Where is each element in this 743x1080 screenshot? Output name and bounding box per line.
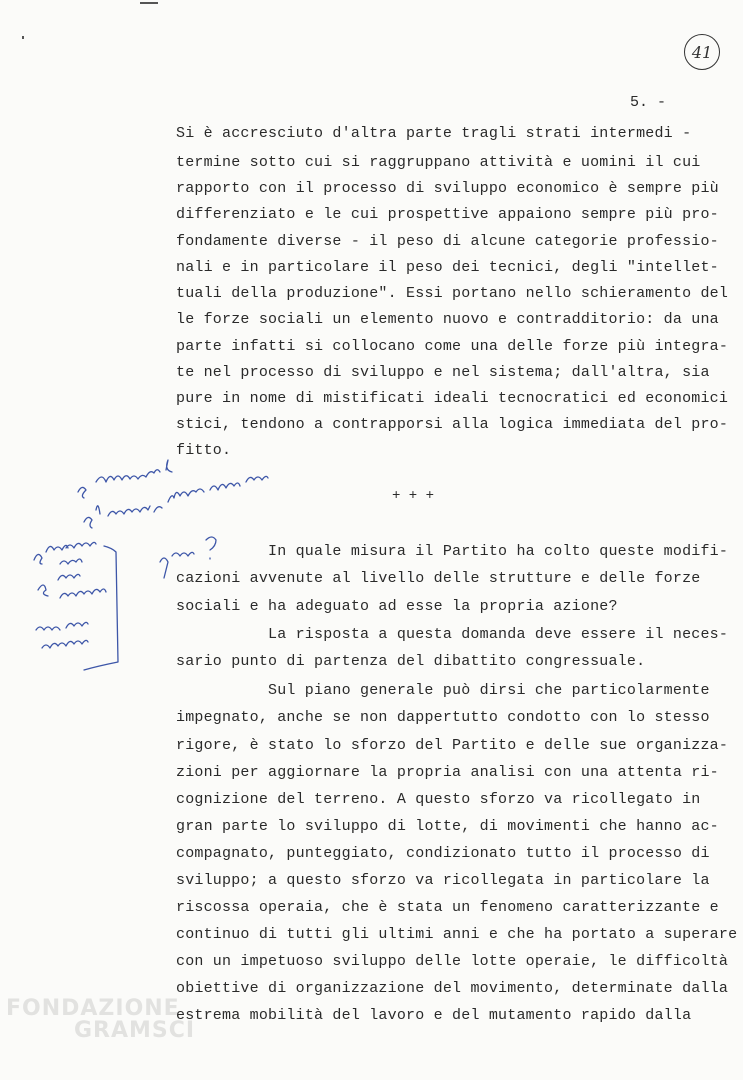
handwriting-stroke	[96, 470, 160, 482]
text-line: differenziato e le cui prospettive appaiono sempre più pro-	[176, 206, 719, 223]
handwriting-stroke	[108, 506, 162, 516]
text-line: In quale misura il Partito ha colto queste modifi-	[268, 543, 729, 560]
handwriting-stroke	[38, 585, 48, 596]
watermark-line: GRAMSCI	[74, 1018, 196, 1043]
text-line: termine sotto cui si raggruppano attività e uomini il cui	[176, 154, 701, 171]
text-line: riscossa operaia, che è stata un fenomeno caratterizzante e	[176, 899, 719, 916]
watermark	[6, 998, 195, 1042]
text-line: continuo di tutti gli ultimi anni e che ha portato a superare	[176, 926, 738, 943]
text-line: le forze sociali un elemento nuovo e contradditorio: da una	[176, 311, 719, 328]
text-line: te nel processo di sviluppo e nel sistema; dall'altra, sia	[176, 364, 710, 381]
text-line: cazioni avvenute al livello delle strutture e delle forze	[176, 570, 701, 587]
text-line: sario punto di partenza del dibattito congressuale.	[176, 653, 646, 670]
text-line: stici, tendono a contrapporsi alla logica immediata del pro-	[176, 416, 729, 433]
handwriting-stroke	[168, 476, 268, 502]
handwriting-stroke	[84, 506, 100, 528]
handwriting-stroke	[206, 537, 216, 559]
page-number: 5. -	[630, 94, 667, 111]
handwriting-stroke	[66, 542, 96, 548]
text-line: fitto.	[176, 442, 232, 459]
text-line: cognizione del terreno. A questo sforzo va ricollegato in	[176, 791, 701, 808]
watermark-line: FONDAZIONE	[6, 996, 180, 1021]
text-line: impegnato, anche se non dappertutto condotto con lo stesso	[176, 709, 710, 726]
handwriting-stroke	[78, 487, 86, 498]
text-line: obiettive di organizzazione del movimento, determinate dalla	[176, 980, 729, 997]
text-line: compagnato, punteggiato, condizionato tutto il processo di	[176, 845, 710, 862]
text-line: sviluppo; a questo sforzo va ricollegata in particolare la	[176, 872, 710, 889]
handwriting-stroke	[160, 552, 194, 578]
handwriting-stroke	[60, 589, 106, 598]
handwriting-bracket	[84, 546, 118, 670]
text-line: Sul piano generale può dirsi che particolarmente	[268, 682, 710, 699]
text-line: rigore, è stato lo sforzo del Partito e delle sue organizza-	[176, 737, 729, 754]
text-line: estrema mobilità del lavoro e del mutamento rapido dalla	[176, 1007, 692, 1024]
text-line: Si è accresciuto d'altra parte tragli strati intermedi -	[176, 125, 692, 142]
handwriting-stroke	[60, 559, 82, 564]
handwriting-stroke	[166, 460, 172, 472]
text-line: rapporto con il processo di sviluppo economico è sempre più	[176, 180, 719, 197]
text-line: gran parte lo sviluppo di lotte, di movimenti che hanno ac-	[176, 818, 719, 835]
sheet-number: 41	[691, 43, 713, 62]
text-line: zioni per aggiornare la propria analisi con una attenta ri-	[176, 764, 719, 781]
handwriting-stroke	[42, 640, 88, 648]
text-line: con un impetuoso sviluppo delle lotte operaie, le difficoltà	[176, 953, 729, 970]
text-line: sociali e ha adeguato ad esse la propria azione?	[176, 598, 618, 615]
text-line: tuali della produzione". Essi portano nello schieramento del	[176, 285, 729, 302]
text-line: nali e in particolare il peso dei tecnici, degli "intellet-	[176, 259, 719, 276]
handwriting-stroke	[58, 574, 80, 580]
handwriting-stroke	[36, 622, 88, 630]
text-line: pure in nome di mistificati ideali tecnocratici ed economici	[176, 390, 729, 407]
text-line: La risposta a questa domanda deve essere il neces-	[268, 626, 729, 643]
text-line: parte infatti si collocano come una delle forze più integra-	[176, 338, 729, 355]
section-separator: + + +	[392, 488, 435, 504]
text-line: fondamente diverse - il peso di alcune categorie professio-	[176, 233, 719, 250]
